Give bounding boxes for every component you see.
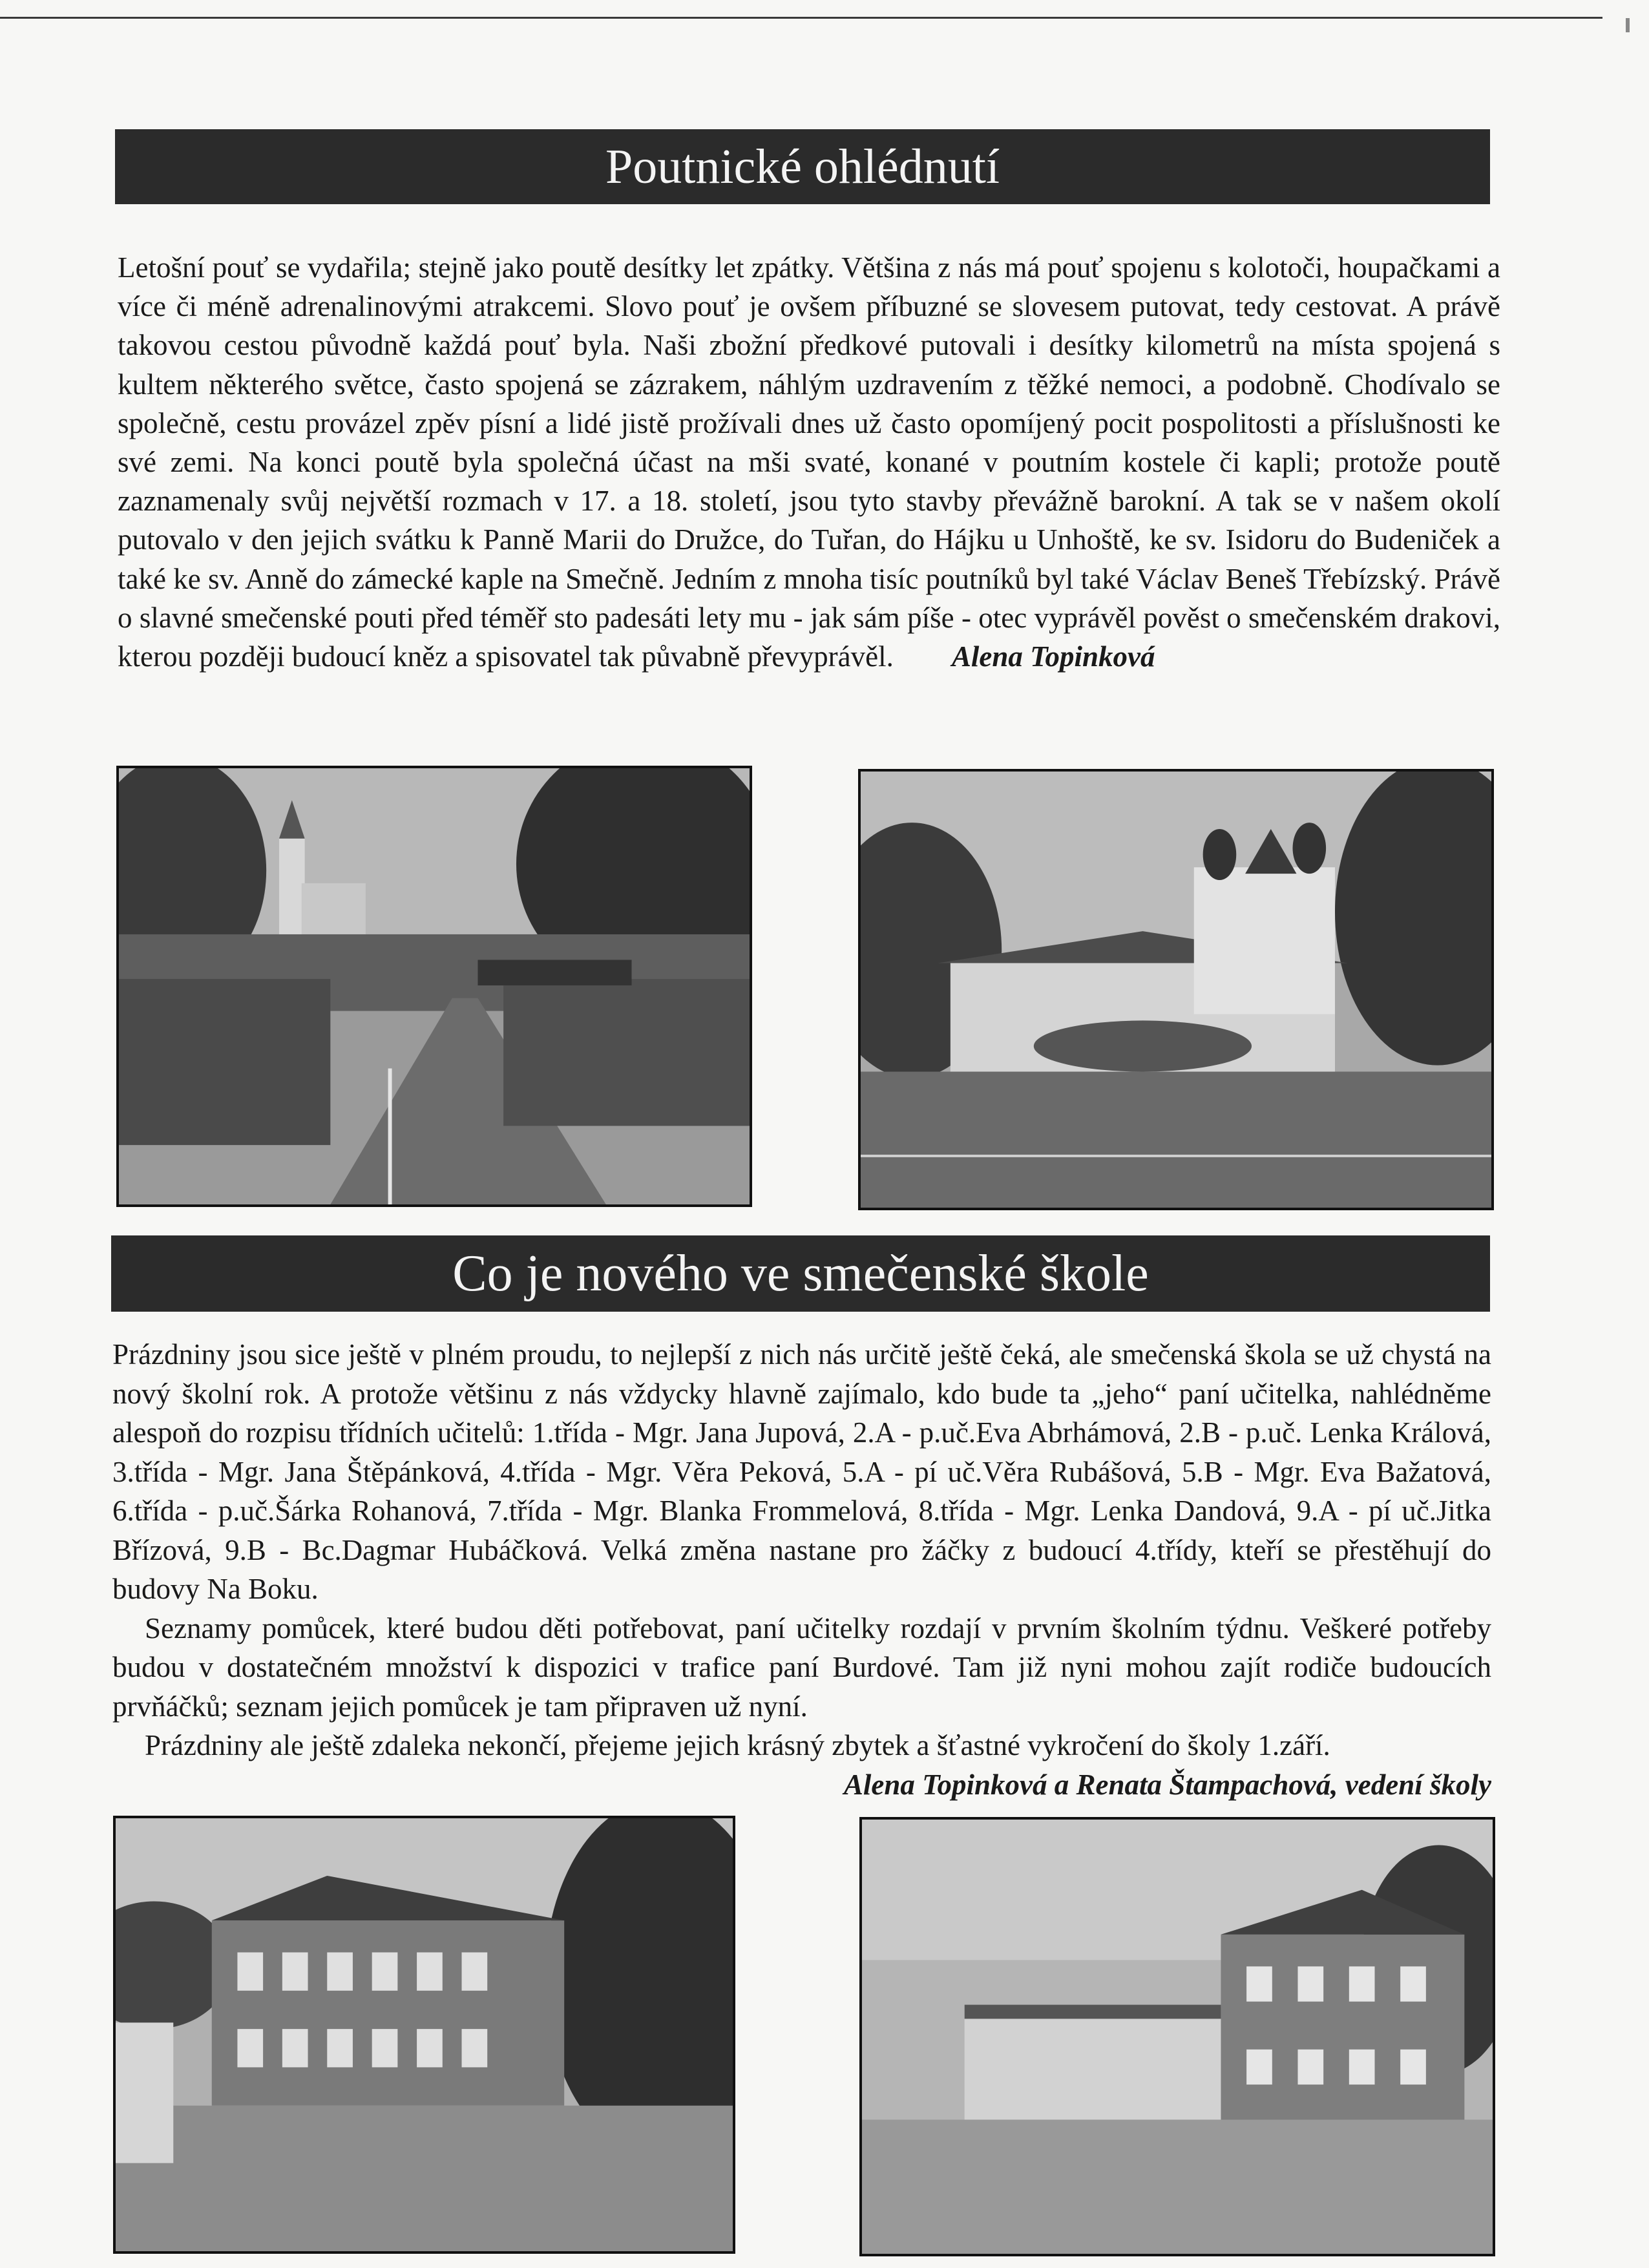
article-pilgrimage-body — [118, 248, 1500, 676]
photo-school-building-old — [113, 1816, 735, 2254]
photo-school-building-complex — [859, 1817, 1495, 2256]
section-heading-pilgrimage: Poutnické ohlédnutí — [115, 129, 1490, 204]
article-pilgrimage-text: Letošní pouť se vydařila; stejně jako poutě desítky let zpátky. Většina z nás má pouť spojenu s kolotoči, houpačkami a více či méně adrenalinovými atrakcemi. Slovo pouť je ovšem příbuzné se slovesem putovat, tedy cestovat. A právě takovou cestou původně každá pouť byla. Naši zbožní předkové putovali i desítky kilometrů na místa spojená s kultem některého světce, často spojená se zázrakem, náhlým uzdravením z těžké nemoci, a podobně. Chodívalo se společně, cestu provázel zpěv písní a lidé jistě prožívali dnes už často opomíjený pocit pospolitosti a příslušnosti ke své zemi. Na konci poutě byla společná účast na mši svaté, konané v poutním kostele či kapli; protože poutě zaznamenaly svůj největší rozmach v 17. a 18. století, jsou tyto stavby převážně barokní. A tak se v našem okolí putovalo v den jejich svátku k Panně Marii do Družce, do Tuřan, do Hájku u Unhoště, ke sv. Isidoru do Budeniček a také ke sv. Anně do zámecké kaple na Smečně. Jedním z mnoha tisíc poutníků byl také Václav Beneš Třebízský. Právě o slavné smečenské pouti před téměř sto padesáti lety mu - jak sám píše - otec vyprávěl pověst o smečenském drakovi, kterou později budoucí kněz a spisovatel tak půvabně převyprávěl. — [118, 251, 1500, 673]
article-school-news — [112, 1335, 1491, 1804]
section-heading-school-news: Co je nového ve smečenské škole — [111, 1235, 1490, 1312]
edge-mark — [1626, 18, 1630, 32]
photo-castle-fair-graphic — [861, 772, 1491, 1208]
author-signature: Alena Topinková — [951, 640, 1155, 673]
school-paragraph-3: Prázdniny ale ještě zdaleka nekončí, přejeme jejich krásný zbytek a šťastné vykročení do školy 1.září. — [145, 1729, 1330, 1761]
school-paragraph-1: Prázdniny jsou sice ještě v plném proudu, to nejlepší z nich nás určitě ještě čeká, ale smečenská škola se už chystá na nový školní rok. A protože většinu z nás vždycky hlavně zajímalo, kdo bude ta „jeho“ paní učitelka, nahlédněme alespoň do rozpisu třídních učitelů: 1.třída - Mgr. Jana Jupová, 2.A - p.uč.Eva Abrhámová, 2.B - p.uč. Lenka Králová, 3.třída - Mgr. Jana Štěpánková, 4.třída - Mgr. Věra Peková, 5.A - pí uč.Věra Rubášová, 5.B - Mgr. Eva Bažatová, 6.třída - p.uč.Šárka Rohanová, 7.třída - Mgr. Blanka Frommelová, 8.třída - Mgr. Lenka Dandová, 9.A - pí uč.Jitka Břízová, 9.B - Bc.Dagmar Hubáčková. Velká změna nastane pro žáčky z budoucí 4.třídy, kteří se přestěhují do budovy Na Boku. — [112, 1338, 1491, 1605]
article-pilgrimage — [118, 248, 1500, 676]
photo-school-building-old-graphic — [116, 1818, 733, 2251]
top-rule — [0, 17, 1602, 19]
photo-fair-street-graphic — [119, 768, 750, 1204]
photo-fair-street — [116, 766, 752, 1207]
school-author-signature: Alena Topinková a Renata Štampachová, vedení školy — [843, 1768, 1491, 1801]
photo-castle-fair — [858, 769, 1494, 1210]
school-paragraph-2: Seznamy pomůcek, které budou děti potřebovat, paní učitelky rozdají v prvním školním týdnu. Veškeré potřeby budou v dostatečném množství k dispozici v trafice paní Burdové. Tam již nyni mohou zajít rodiče budoucích prvňáčků; seznam jejich pomůcek je tam připraven už nyní. — [112, 1612, 1491, 1723]
photo-school-building-complex-graphic — [862, 1820, 1493, 2254]
